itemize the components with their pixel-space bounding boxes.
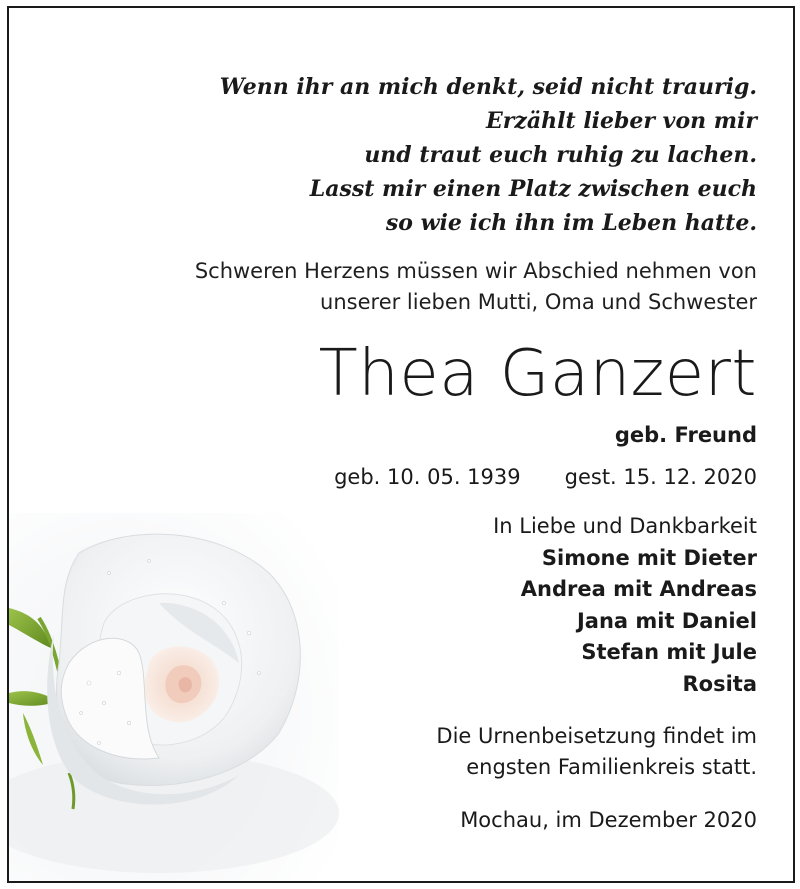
- family-member: Andrea mit Andreas: [520, 577, 757, 601]
- obituary-card: [7, 6, 795, 883]
- burial-line: Die Urnenbeisetzung findet im: [436, 724, 757, 748]
- place-and-date: Mochau, im Dezember 2020: [460, 808, 757, 832]
- family-member: Rosita: [682, 671, 757, 696]
- memorial-poem: [220, 70, 757, 240]
- poem-line: Wenn ihr an mich denkt, seid nicht traurig.: [219, 74, 757, 100]
- birth-date: geb. 10. 05. 1939: [334, 465, 521, 489]
- deceased-name: Thea Ganzert: [318, 337, 757, 411]
- family-member: Jana mit Daniel: [576, 608, 757, 633]
- poem-line: Erzählt lieber von mir: [486, 108, 757, 134]
- birth-name: geb. Freund: [614, 423, 757, 447]
- burial-notice: [436, 721, 757, 783]
- intro-line: unserer lieben Mutti, Oma und Schwester: [320, 290, 757, 314]
- poem-line: und traut euch ruhig zu lachen.: [364, 142, 757, 168]
- poem-line: so wie ich ihn im Leben hatte.: [385, 210, 757, 236]
- farewell-intro: [195, 256, 757, 318]
- intro-line: Schweren Herzens müssen wir Abschied nehmen von: [194, 259, 757, 283]
- life-dates: [334, 460, 757, 494]
- family-signatures: [493, 511, 757, 700]
- poem-line: Lasst mir einen Platz zwischen euch: [309, 176, 757, 202]
- family-member: Stefan mit Jule: [581, 640, 757, 664]
- death-date: gest. 15. 12. 2020: [564, 465, 757, 489]
- rose-illustration: [9, 513, 339, 881]
- family-heading: In Liebe und Dankbarkeit: [493, 514, 757, 538]
- family-member: Simone mit Dieter: [541, 545, 757, 570]
- burial-line: engsten Familienkreis statt.: [466, 755, 757, 779]
- white-rose-image: [9, 513, 339, 881]
